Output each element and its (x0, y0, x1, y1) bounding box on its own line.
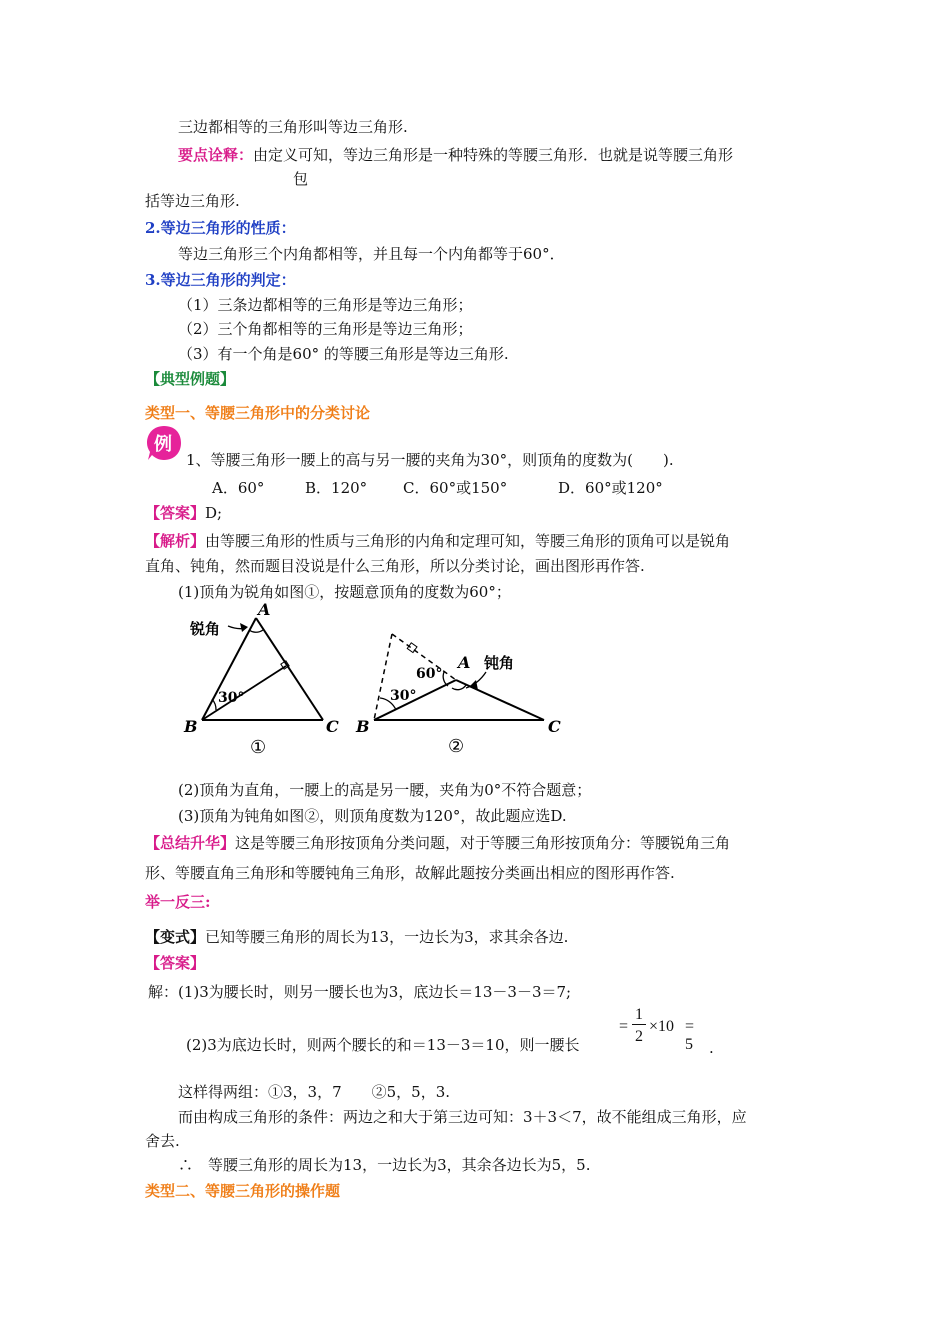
case-1: (1)顶角为锐角如图①，按题意顶角的度数为60°； (178, 583, 511, 601)
criterion-2: （2）三个角都相等的三角形是等边三角形； (178, 320, 473, 338)
figure-1 (180, 598, 350, 758)
case-3: (3)顶角为钝角如图②，则顶角度数为120°，故此题应选D. (178, 807, 567, 825)
key-point-wrap: 包 (293, 170, 309, 188)
case-2: (2)顶角为直角，一腰上的高是另一腰，夹角为0°不符合题意； (178, 781, 592, 799)
variant-line (145, 927, 568, 947)
typical-examples-heading: 【典型例题】 (145, 370, 236, 388)
summary-text: 这是等腰三角形按顶角分类问题，对于等腰三角形按顶角分：等腰锐角三角 (235, 834, 731, 852)
summary-label: 【总结升华】 (145, 834, 236, 852)
option-d: D．60°或120° (558, 479, 663, 497)
key-point-cont: 括等边三角形. (145, 192, 240, 210)
section-heading-criteria: 3.等边三角形的判定： (145, 271, 296, 289)
option-a: A．60° (212, 479, 265, 497)
key-point-text: 由定义可知，等边三角形是一种特殊的等腰三角形．也就是说等腰三角形 (253, 146, 734, 164)
fig1-acute-tag: 锐角 (190, 620, 221, 638)
type-one-heading: 类型一、等腰三角形中的分类讨论 (145, 404, 371, 422)
fraction-numerator: 1 (635, 1006, 643, 1023)
analysis-label: 【解析】 (145, 532, 206, 550)
answer-text: D; (205, 504, 223, 522)
criterion-3: （3）有一个角是60° 的等腰三角形是等边三角形. (178, 345, 509, 363)
answer-line (145, 503, 222, 523)
option-b: B．120° (305, 479, 368, 497)
variant-text: 已知等腰三角形的周长为13，一边长为3，求其余各边. (205, 928, 569, 946)
solution-4: 而由构成三角形的条件：两边之和大于第三边可知：3＋3＜7，故不能组成三角形，应 (178, 1108, 747, 1126)
fraction-eq: = (619, 1018, 629, 1035)
fig1-label-b: B (184, 717, 198, 736)
fig1-caption: ① (250, 737, 267, 758)
fraction-result: = 5 (685, 1018, 695, 1053)
summary-line-2: 形、等腰直角三角形和等腰钝角三角形，故解此题按分类画出相应的图形再作答. (145, 864, 675, 882)
solution-2-end: . (709, 1039, 714, 1057)
fraction-denominator: 2 (635, 1028, 643, 1045)
fig2-label-c: C (548, 717, 561, 736)
fraction-bar (632, 1024, 646, 1025)
fraction-times: ×10 (649, 1018, 675, 1035)
key-point-label: 要点诠释： (178, 146, 254, 164)
answer-2-label: 【答案】 (145, 954, 206, 972)
solution-3: 这样得两组：①3，3，7 ②5，5，3. (178, 1083, 451, 1101)
answer-label: 【答案】 (145, 504, 206, 522)
example-badge (145, 424, 183, 462)
practice-heading: 举一反三: (145, 893, 211, 911)
solution-5: ∴ 等腰三角形的周长为13，一边长为3，其余各边长为5，5. (178, 1156, 591, 1174)
fig1-label-c: C (326, 717, 339, 736)
fig1-angle: 30° (218, 690, 245, 706)
type-two-heading: 类型二、等腰三角形的操作题 (145, 1182, 341, 1200)
analysis-text: 由等腰三角形的性质与三角形的内角和定理可知，等腰三角形的顶角可以是锐角 (205, 532, 731, 550)
option-c: C．60°或150° (403, 479, 508, 497)
properties-text: 等边三角形三个内角都相等，并且每一个内角都等于60°． (178, 245, 565, 263)
example-badge-text: 例 (154, 434, 172, 455)
definition-line: 三边都相等的三角形叫等边三角形. (178, 118, 408, 136)
figure-2 (352, 630, 570, 760)
fig2-obtuse-tag: 钝角 (484, 654, 515, 672)
summary-line (145, 833, 730, 853)
analysis-line-2: 直角、钝角，然而题目没说是什么三角形，所以分类讨论，画出图形再作答. (145, 557, 645, 575)
solution-1: 解：(1)3为腰长时，则另一腰长也为3，底边长＝13－3－3＝7; (148, 983, 572, 1001)
solution-4-cont: 舍去. (145, 1132, 180, 1150)
variant-label: 【变式】 (145, 928, 206, 946)
section-heading-properties: 2.等边三角形的性质： (145, 219, 296, 237)
key-point-line (178, 145, 733, 165)
fig1-label-a: A (258, 600, 271, 619)
fig2-label-b: B (356, 717, 370, 736)
solution-2: (2)3为底边长时，则两个腰长的和＝13－3＝10，则一腰长 (186, 1036, 580, 1054)
fig2-label-a: A (458, 653, 471, 672)
question-1: 1、等腰三角形一腰上的高与另一腰的夹角为30°，则顶角的度数为( ). (186, 451, 674, 469)
analysis-line (145, 531, 730, 551)
criterion-1: （1）三条边都相等的三角形是等边三角形； (178, 296, 473, 314)
fig2-angle-30: 30° (390, 688, 417, 704)
fig2-caption: ② (448, 736, 465, 757)
fig2-angle-60: 60° (416, 666, 443, 682)
